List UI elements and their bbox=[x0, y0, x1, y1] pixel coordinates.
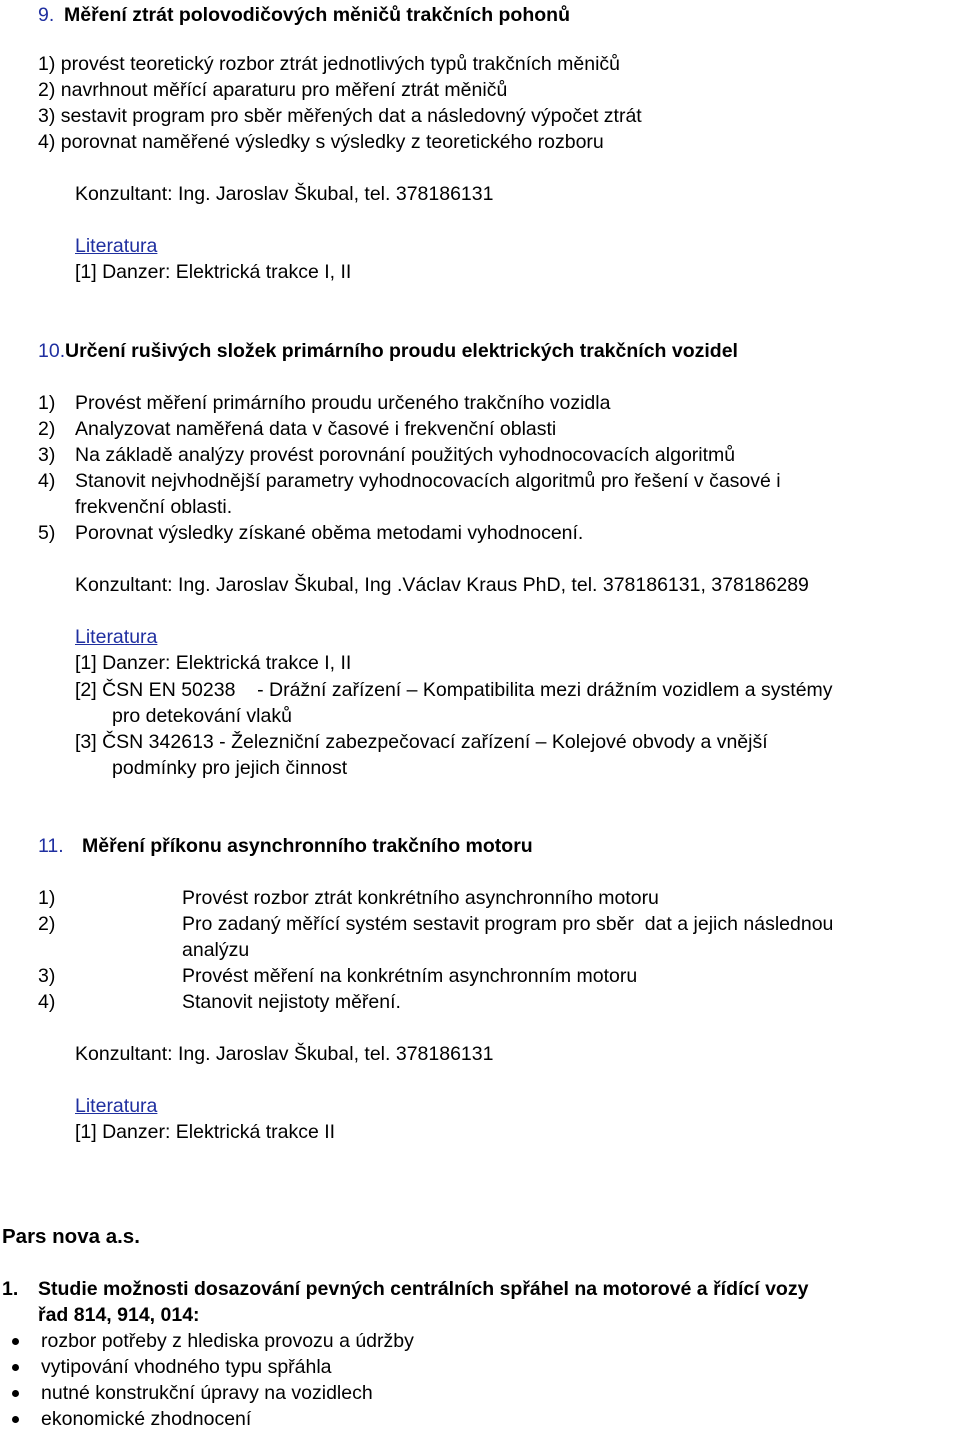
bullet-icon bbox=[12, 1390, 19, 1397]
section-11-item-4-number: 4) bbox=[38, 991, 56, 1013]
section-10-literature-item-3-line-1: [3] ČSN 342613 - Železniční zabezpečovací zařízení – Kolejové obvody a vnější bbox=[75, 731, 768, 753]
section-10-literature-heading: Literatura bbox=[75, 626, 158, 648]
section-11-number: 11. bbox=[38, 835, 64, 857]
section-10-item-4-text-line-2: frekvenční oblasti. bbox=[75, 496, 233, 518]
section-11-item-1-number: 1) bbox=[38, 887, 56, 909]
topic-title-line-2: řad 814, 914, 014: bbox=[38, 1304, 200, 1326]
section-9-consultant: Konzultant: Ing. Jaroslav Škubal, tel. 378186131 bbox=[75, 183, 494, 205]
section-9-item-1: 1) provést teoretický rozbor ztrát jednotlivých typů trakčních měničů bbox=[38, 53, 620, 75]
section-10-literature-item-1: [1] Danzer: Elektrická trakce I, II bbox=[75, 652, 352, 674]
section-10-item-4-text-line-1: Stanovit nejvhodnější parametry vyhodnocovacích algoritmů pro řešení v časové i bbox=[75, 470, 781, 492]
section-10-item-3-number: 3) bbox=[38, 444, 56, 466]
section-11-item-3-number: 3) bbox=[38, 965, 56, 987]
section-10-item-5-text: Porovnat výsledky získané oběma metodami vyhodnocení. bbox=[75, 522, 584, 544]
bullet-item-1: rozbor potřeby z hlediska provozu a údržby bbox=[41, 1330, 414, 1352]
section-11-consultant: Konzultant: Ing. Jaroslav Škubal, tel. 378186131 bbox=[75, 1043, 494, 1065]
section-10-number: 10. bbox=[38, 340, 66, 362]
section-9-item-4: 4) porovnat naměřené výsledky s výsledky z teoretického rozboru bbox=[38, 131, 604, 153]
section-11-item-2-text-line-2: analýzu bbox=[182, 939, 250, 961]
section-9-item-3: 3) sestavit program pro sběr měřených dat a následovný výpočet ztrát bbox=[38, 105, 642, 127]
section-10-item-1-number: 1) bbox=[38, 392, 56, 414]
bullet-item-2: vytipování vhodného typu spřáhla bbox=[41, 1356, 332, 1378]
section-9-literature-heading: Literatura bbox=[75, 235, 158, 257]
section-10-title: Určení rušivých složek primárního proudu elektrických trakčních vozidel bbox=[65, 340, 738, 362]
section-11-item-2-number: 2) bbox=[38, 913, 56, 935]
topic-number: 1. bbox=[2, 1278, 19, 1300]
section-11-item-1-text: Provést rozbor ztrát konkrétního asynchronního motoru bbox=[182, 887, 659, 909]
company-heading: Pars nova a.s. bbox=[2, 1225, 140, 1248]
section-10-item-2-number: 2) bbox=[38, 418, 56, 440]
section-11-literature-heading: Literatura bbox=[75, 1095, 158, 1117]
topic-title-line-1: Studie možnosti dosazování pevných centrálních spřáhel na motorové a řídící vozy bbox=[38, 1278, 809, 1300]
section-10-literature-item-3-line-2: podmínky pro jejich činnost bbox=[112, 757, 348, 779]
section-9-title: Měření ztrát polovodičových měničů trakčních pohonů bbox=[64, 4, 570, 26]
section-10-item-3-text: Na základě analýzy provést porovnání použitých vyhodnocovacích algoritmů bbox=[75, 444, 736, 466]
section-9-item-2: 2) navrhnout měřící aparaturu pro měření ztrát měničů bbox=[38, 79, 508, 101]
bullet-item-4: ekonomické zhodnocení bbox=[41, 1408, 252, 1430]
bullet-icon bbox=[12, 1364, 19, 1371]
bullet-icon bbox=[12, 1416, 19, 1423]
section-10-consultant: Konzultant: Ing. Jaroslav Škubal, Ing .Václav Kraus PhD, tel. 378186131, 378186289 bbox=[75, 574, 809, 596]
section-11-title: Měření příkonu asynchronního trakčního motoru bbox=[82, 835, 533, 857]
section-9-number: 9. bbox=[38, 4, 55, 26]
section-10-item-4-number: 4) bbox=[38, 470, 56, 492]
section-11-item-2-text-line-1: Pro zadaný měřící systém sestavit program pro sběr dat a jejich následnou bbox=[182, 913, 834, 935]
bullet-item-3: nutné konstrukční úpravy na vozidlech bbox=[41, 1382, 373, 1404]
section-10-literature-item-2-line-2: pro detekování vlaků bbox=[112, 705, 292, 727]
section-10-item-5-number: 5) bbox=[38, 522, 56, 544]
section-11-literature-item-1: [1] Danzer: Elektrická trakce II bbox=[75, 1121, 336, 1143]
section-10-item-1-text: Provést měření primárního proudu určeného trakčního vozidla bbox=[75, 392, 611, 414]
section-11-item-4-text: Stanovit nejistoty měření. bbox=[182, 991, 401, 1013]
section-11-item-3-text: Provést měření na konkrétním asynchronním motoru bbox=[182, 965, 638, 987]
section-10-item-2-text: Analyzovat naměřená data v časové i frekvenční oblasti bbox=[75, 418, 557, 440]
section-9-literature-item-1: [1] Danzer: Elektrická trakce I, II bbox=[75, 261, 352, 283]
section-10-literature-item-2-line-1: [2] ČSN EN 50238 - Drážní zařízení – Kompatibilita mezi drážním vozidlem a systémy bbox=[75, 679, 833, 701]
bullet-icon bbox=[12, 1338, 19, 1345]
